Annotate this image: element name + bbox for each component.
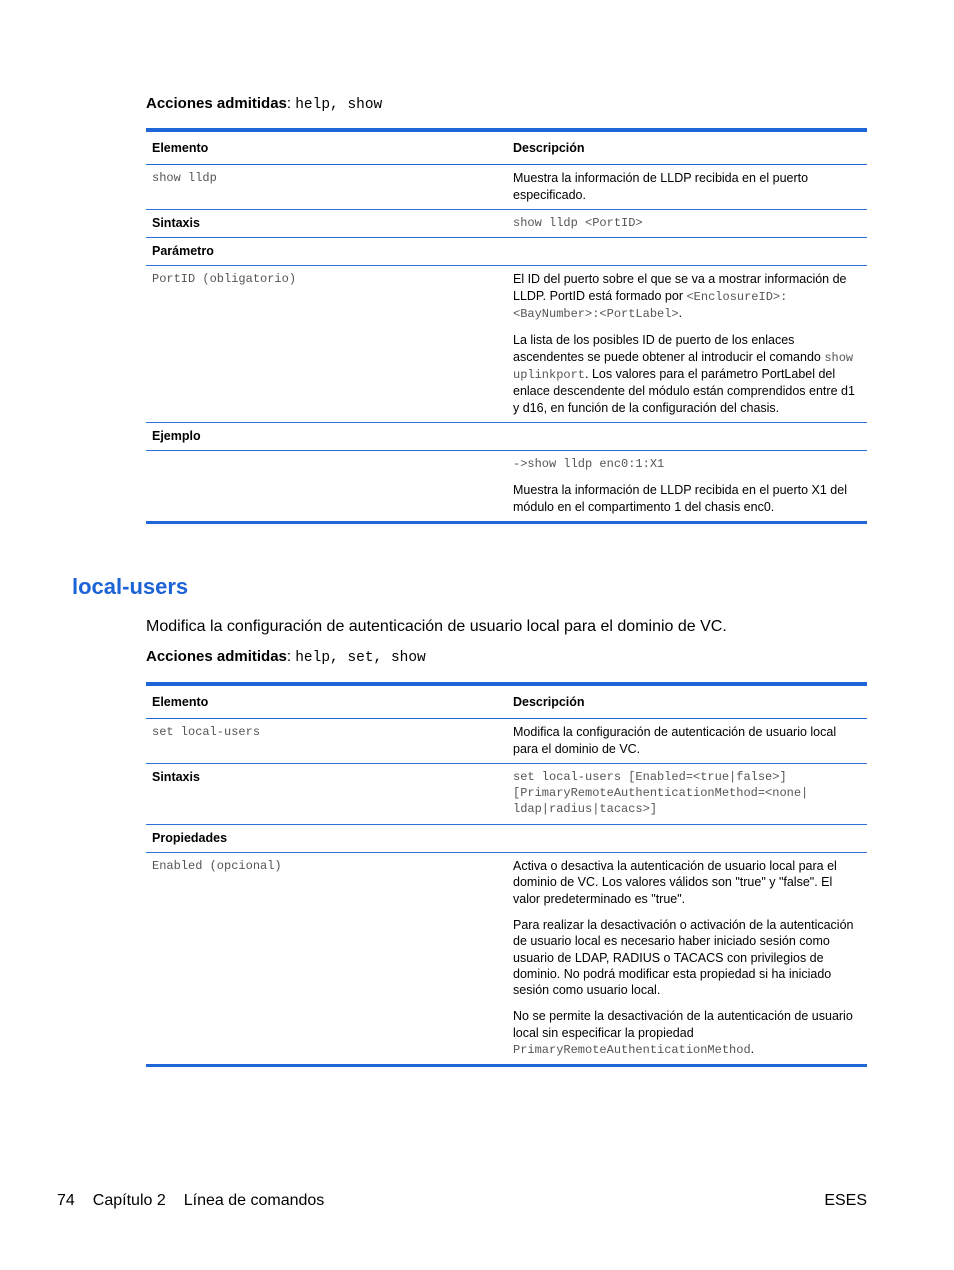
enabled-description [507,853,867,1066]
propiedades-label: Propiedades [146,824,507,852]
header-elemento: Elemento [146,684,507,719]
table-header-row [146,130,867,165]
table-header-row [146,684,867,719]
uplink-text-2: . Los valores para el parámetro PortLabel del enlace descendente del módulo están comprendidos entre d1 y d16, en función de la configuración del chasis. [513,366,855,415]
enabled-param: Enabled (opcional) [146,853,507,1066]
table-row [146,165,867,210]
sintaxis-label: Sintaxis [146,763,507,824]
acciones-label: Acciones admitidas [146,95,287,112]
example-cell [507,451,867,523]
table-row [146,238,867,266]
empty-cell [146,451,507,523]
acciones-label: Acciones admitidas [146,648,287,665]
table-row [146,209,867,237]
empty-cell [507,824,867,852]
chapter-title: Línea de comandos [183,1192,325,1209]
sintaxis-line: [PrimaryRemoteAuthenticationMethod=<none| [513,786,809,801]
sintaxis-value [507,763,867,824]
enabled-p3-code: PrimaryRemoteAuthenticationMethod [513,1043,751,1058]
table-row [146,422,867,450]
acciones-values: help, set, show [295,650,426,666]
table-row [146,824,867,852]
example-text: Muestra la información de LLDP recibida en el puerto X1 del módulo en el compartimento 1 del chasis enc0. [513,483,847,514]
acciones-values: help, show [295,97,383,113]
command-description: Muestra la información de LLDP recibida en el puerto especificado. [507,165,867,210]
sintaxis-line: set local-users [Enabled=<true|false>] [513,769,787,784]
header-elemento: Elemento [146,130,507,165]
table-row [146,266,867,422]
page-number: 74 [57,1192,75,1209]
sintaxis-line: ldap|radius|tacacs>] [513,802,658,817]
enabled-p1: Activa o desactiva la autenticación de usuario local para el dominio de VC. Los valores válidos son "true" y "false". El valor predeterminado es "true". [513,859,837,906]
empty-cell [507,422,867,450]
page-footer-left [57,1192,342,1210]
portid-description [507,266,867,422]
portid-format-code: <EnclosureID>:<BayNumber>:<PortLabel> [513,289,788,322]
table-row [146,719,867,764]
portid-param: PortID (obligatorio) [146,266,507,422]
local-users-table [146,682,867,1067]
enabled-p3-end: . [750,1042,755,1057]
enabled-p2: Para realizar la desactivación o activación de la autenticación de usuario local es necesario haber iniciado sesión como usuario de LDAP, RADIUS o TACACS con privilegios de dominio. No podrá modificar esta propiedad si ha iniciado sesión como usuario local. [513,917,854,998]
table-row [146,853,867,1066]
acciones-admitidas-1: Acciones admitidas: help, show [146,95,383,113]
command-description: Modifica la configuración de autenticación de usuario local para el dominio de VC. [507,719,867,764]
command-cell: show lldp [146,165,507,210]
section-title: local-users [72,574,189,599]
example-code: ->show lldp enc0:1:X1 [513,457,665,472]
uplink-text: La lista de los posibles ID de puerto de los enlaces ascendentes se puede obtener al introducir el comando [513,333,821,364]
header-descripcion: Descripción [507,130,867,165]
sintaxis-value: show lldp <PortID> [507,209,867,237]
empty-cell [507,238,867,266]
sintaxis-label: Sintaxis [146,209,507,237]
show-lldp-table [146,128,867,524]
portid-text: El ID del puerto sobre el que se va a mostrar información de LLDP. PortID está formado por [513,272,847,303]
command-cell: set local-users [146,719,507,764]
acciones-admitidas-2: Acciones admitidas: help, set, show [146,648,426,666]
table-row [146,451,867,523]
table-row [146,763,867,824]
uplink-code: show uplinkport [513,350,854,382]
ejemplo-label: Ejemplo [146,422,507,450]
section-description: Modifica la configuración de autenticación de usuario local para el dominio de VC. [146,618,727,635]
header-descripcion: Descripción [507,684,867,719]
chapter-number: Capítulo 2 [92,1192,166,1209]
portid-end: . [678,306,683,321]
page-footer-right: ESES [824,1192,867,1209]
parametro-label: Parámetro [146,238,507,266]
enabled-p3: No se permite la desactivación de la autenticación de usuario local sin especificar la propiedad [513,1009,853,1040]
